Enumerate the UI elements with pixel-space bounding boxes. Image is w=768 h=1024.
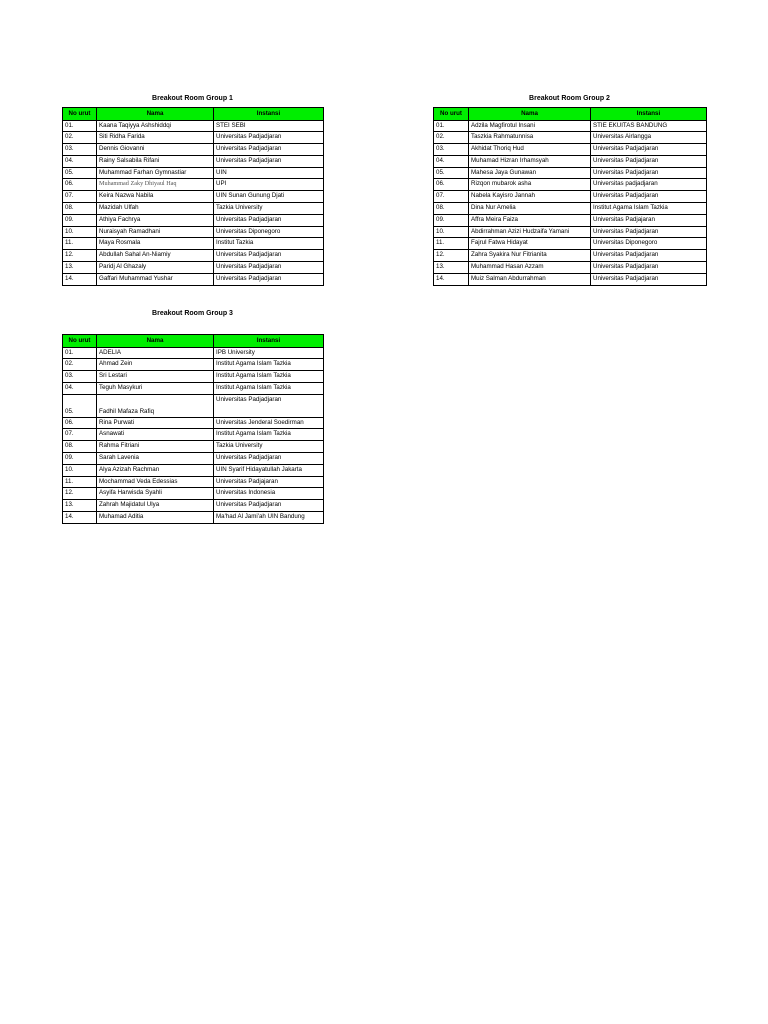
header-instansi: Instansi [214, 108, 324, 121]
table-row [434, 144, 707, 156]
table-row [434, 226, 707, 238]
institution: Universitas Padjadjaran [591, 191, 707, 203]
row-number: 03. [434, 144, 469, 156]
participant-name: Fajrul Fatwa Hidayat [469, 238, 591, 250]
participant-name: Abdirrahman Azizi Hudzaifa Yamani [469, 226, 591, 238]
table-row [63, 214, 324, 226]
table-row [63, 394, 324, 417]
participant-name: Rainy Salsabila Rifani [97, 155, 214, 167]
row-number: 02. [63, 359, 97, 371]
institution: Institut Agama Islam Tazkia [214, 359, 324, 371]
group-table [62, 334, 324, 524]
table-body [63, 120, 324, 285]
table-row [434, 250, 707, 262]
participant-name: Abdullah Sahal An-Niamiy [97, 250, 214, 262]
row-number: 11. [63, 476, 97, 488]
table-row [63, 226, 324, 238]
institution: Universitas Padjadjaran [214, 214, 324, 226]
institution: STEI SEBI [214, 120, 324, 132]
table-row [434, 179, 707, 191]
participant-name: Dina Nur Amelia [469, 203, 591, 215]
participant-name: Adzila Magfirotul Insani [469, 120, 591, 132]
institution: Universitas Padjadjaran [214, 144, 324, 156]
participant-name: Zahrah Majidatul Ulya [97, 500, 214, 512]
participant-name: Zahra Syakira Nur Fitrianita [469, 250, 591, 262]
participant-name: Ahmad Zein [97, 359, 214, 371]
participant-name: Maya Rosmala [97, 238, 214, 250]
row-number: 08. [63, 441, 97, 453]
row-number: 09. [63, 214, 97, 226]
participant-name: Muhamad Hizran Irhamsyah [469, 155, 591, 167]
group-2 [433, 95, 706, 286]
institution: Universitas Padjadjaran [214, 394, 324, 417]
table-row [63, 203, 324, 215]
row-number: 13. [63, 500, 97, 512]
table-row [63, 155, 324, 167]
table-row [63, 512, 324, 524]
row-number: 07. [63, 429, 97, 441]
header-instansi: Instansi [214, 335, 324, 348]
participant-name: Muhammad Farhan Gymnastiar [97, 167, 214, 179]
institution: IPB University [214, 347, 324, 359]
participant-name: Sarah Lavenia [97, 453, 214, 465]
institution: Institut Agama Islam Tazkia [214, 382, 324, 394]
participant-name: Affra Meira Faiza [469, 214, 591, 226]
participant-name: Muhammad Zaky Dhiyaul Haq [97, 179, 214, 191]
table-row [63, 273, 324, 285]
table-row [63, 476, 324, 488]
header-nama: Nama [97, 335, 214, 348]
row-number: 10. [63, 464, 97, 476]
table-row [63, 464, 324, 476]
group-1 [62, 95, 323, 286]
table-row [63, 191, 324, 203]
table-row [63, 347, 324, 359]
table-row [63, 179, 324, 191]
row-number: 02. [434, 132, 469, 144]
row-number: 08. [434, 203, 469, 215]
group-3 [62, 310, 323, 524]
row-number: 06. [63, 179, 97, 191]
institution: Universitas Padjadjaran [591, 155, 707, 167]
table-header-row [434, 108, 707, 121]
participant-name: Nabela Kayisro Jannah [469, 191, 591, 203]
institution: UPI [214, 179, 324, 191]
institution: Universitas Diponegoro [591, 238, 707, 250]
table-row [434, 167, 707, 179]
institution: Universitas Padjadjaran [591, 273, 707, 285]
institution: Universitas Padjajaran [591, 214, 707, 226]
table-row [63, 500, 324, 512]
table-row [434, 155, 707, 167]
table-header-row [63, 335, 324, 348]
header-no: No urut [63, 108, 97, 121]
table-row [434, 238, 707, 250]
participant-name: Mazidah Ulfah [97, 203, 214, 215]
table-header-row [63, 108, 324, 121]
row-number: 05. [434, 167, 469, 179]
row-number: 01. [63, 347, 97, 359]
participant-name: Fadhil Mafaza Rafiq [97, 394, 214, 417]
table-row [434, 262, 707, 274]
table-body [63, 347, 324, 523]
institution: Institut Agama Islam Tazkia [214, 429, 324, 441]
institution: Universitas Airlangga [591, 132, 707, 144]
participant-name: Keira Nazwa Nabila [97, 191, 214, 203]
institution: UIN [214, 167, 324, 179]
participant-name: Alya Azizah Rachman [97, 464, 214, 476]
participant-name: Kaana Taqiyya Ashshiddqi [97, 120, 214, 132]
header-no: No urut [434, 108, 469, 121]
table-body [434, 120, 707, 285]
row-number: 06. [63, 417, 97, 429]
row-number: 07. [63, 191, 97, 203]
institution: Universitas Padjadjaran [214, 453, 324, 465]
participant-name: Nuraisyah Ramadhani [97, 226, 214, 238]
row-number: 01. [63, 120, 97, 132]
row-number: 03. [63, 371, 97, 383]
institution: Tazkia University [214, 441, 324, 453]
institution: Universitas Indonesia [214, 488, 324, 500]
row-number: 13. [434, 262, 469, 274]
table-row [63, 417, 324, 429]
header-nama: Nama [469, 108, 591, 121]
institution: Universitas padjadjaran [591, 179, 707, 191]
table-row [63, 250, 324, 262]
institution: Universitas Padjadjaran [591, 144, 707, 156]
institution: Universitas Jenderal Soedirman [214, 417, 324, 429]
row-number: 14. [434, 273, 469, 285]
group-title: Breakout Room Group 3 [152, 310, 233, 317]
participant-name: Akhidat Thoriq Hud [469, 144, 591, 156]
institution: UIN Syarif Hidayatullah Jakarta [214, 464, 324, 476]
table-row [434, 214, 707, 226]
table-row [63, 238, 324, 250]
participant-name: Muhamad Aditia [97, 512, 214, 524]
institution: Institut Tazkia [214, 238, 324, 250]
table-row [63, 132, 324, 144]
institution: Universitas Padjadjaran [591, 262, 707, 274]
participant-name: Paridj Al Ghazaly [97, 262, 214, 274]
row-number: 10. [63, 226, 97, 238]
row-number: 05. [63, 394, 97, 417]
participant-name: Asnawati [97, 429, 214, 441]
table-row [63, 488, 324, 500]
participant-name: Gaffari Muhammad Yushar [97, 273, 214, 285]
row-number: 10. [434, 226, 469, 238]
table-row [434, 120, 707, 132]
group-table [433, 107, 707, 286]
row-number: 12. [63, 250, 97, 262]
table-row [434, 203, 707, 215]
participant-name: Mahesa Jaya Gunawan [469, 167, 591, 179]
participant-name: Rahma Fitriani [97, 441, 214, 453]
table-row [63, 359, 324, 371]
institution: Universitas Padjadjaran [214, 155, 324, 167]
participant-name: Teguh Masykuri [97, 382, 214, 394]
table-row [434, 191, 707, 203]
participant-name: Athiya Fachrya [97, 214, 214, 226]
institution: Institut Agama Islam Tazkia [591, 203, 707, 215]
participant-name: Asyifa Harwisda Syahli [97, 488, 214, 500]
row-number: 07. [434, 191, 469, 203]
table-row [63, 120, 324, 132]
institution: Universitas Padjadjaran [214, 273, 324, 285]
row-number: 12. [63, 488, 97, 500]
row-number: 01. [434, 120, 469, 132]
institution: Ma'had Al Jami'ah UIN Bandung [214, 512, 324, 524]
row-number: 11. [63, 238, 97, 250]
table-row [63, 144, 324, 156]
table-row [63, 167, 324, 179]
institution: Universitas Diponegoro [214, 226, 324, 238]
institution: Institut Agama Islam Tazkia [214, 371, 324, 383]
row-number: 09. [434, 214, 469, 226]
institution: Universitas Padjadjaran [591, 250, 707, 262]
row-number: 12. [434, 250, 469, 262]
header-nama: Nama [97, 108, 214, 121]
participant-name: ADELIA [97, 347, 214, 359]
table-row [434, 132, 707, 144]
table-row [434, 273, 707, 285]
group-title: Breakout Room Group 1 [152, 95, 233, 102]
row-number: 11. [434, 238, 469, 250]
institution: STIE EKUITAS BANDUNG [591, 120, 707, 132]
row-number: 14. [63, 273, 97, 285]
row-number: 04. [63, 382, 97, 394]
row-number: 06. [434, 179, 469, 191]
group-title: Breakout Room Group 2 [529, 95, 610, 102]
row-number: 09. [63, 453, 97, 465]
table-row [63, 382, 324, 394]
participant-name: Rina Purwati [97, 417, 214, 429]
table-row [63, 371, 324, 383]
row-number: 05. [63, 167, 97, 179]
institution: Universitas Padjadjaran [214, 262, 324, 274]
header-no: No urut [63, 335, 97, 348]
row-number: 04. [434, 155, 469, 167]
table-row [63, 453, 324, 465]
participant-name: Mochammad Veda Edessias [97, 476, 214, 488]
participant-name: Muhammad Hasan Azzam [469, 262, 591, 274]
row-number: 03. [63, 144, 97, 156]
row-number: 14. [63, 512, 97, 524]
institution: Universitas Padjadjaran [214, 250, 324, 262]
institution: Universitas Padjadjaran [591, 167, 707, 179]
institution: Universitas Padjadjaran [591, 226, 707, 238]
row-number: 13. [63, 262, 97, 274]
group-table [62, 107, 324, 286]
institution: Universitas Padjadjaran [214, 132, 324, 144]
institution: UIN Sunan Gunung Djati [214, 191, 324, 203]
institution: Universitas Padjadjaran [214, 500, 324, 512]
participant-name: Dennis Giovanni [97, 144, 214, 156]
header-instansi: Instansi [591, 108, 707, 121]
participant-name: Siti Ridha Farida [97, 132, 214, 144]
institution: Tazkia University [214, 203, 324, 215]
row-number: 02. [63, 132, 97, 144]
participant-name: Rizqon mubarok asha [469, 179, 591, 191]
row-number: 04. [63, 155, 97, 167]
institution: Universitas Padjajaran [214, 476, 324, 488]
table-row [63, 441, 324, 453]
table-row [63, 262, 324, 274]
row-number: 08. [63, 203, 97, 215]
participant-name: Taszkia Rahmatunnisa [469, 132, 591, 144]
table-row [63, 429, 324, 441]
participant-name: Muiz Salman Abdurrahman [469, 273, 591, 285]
participant-name: Sri Lestari [97, 371, 214, 383]
